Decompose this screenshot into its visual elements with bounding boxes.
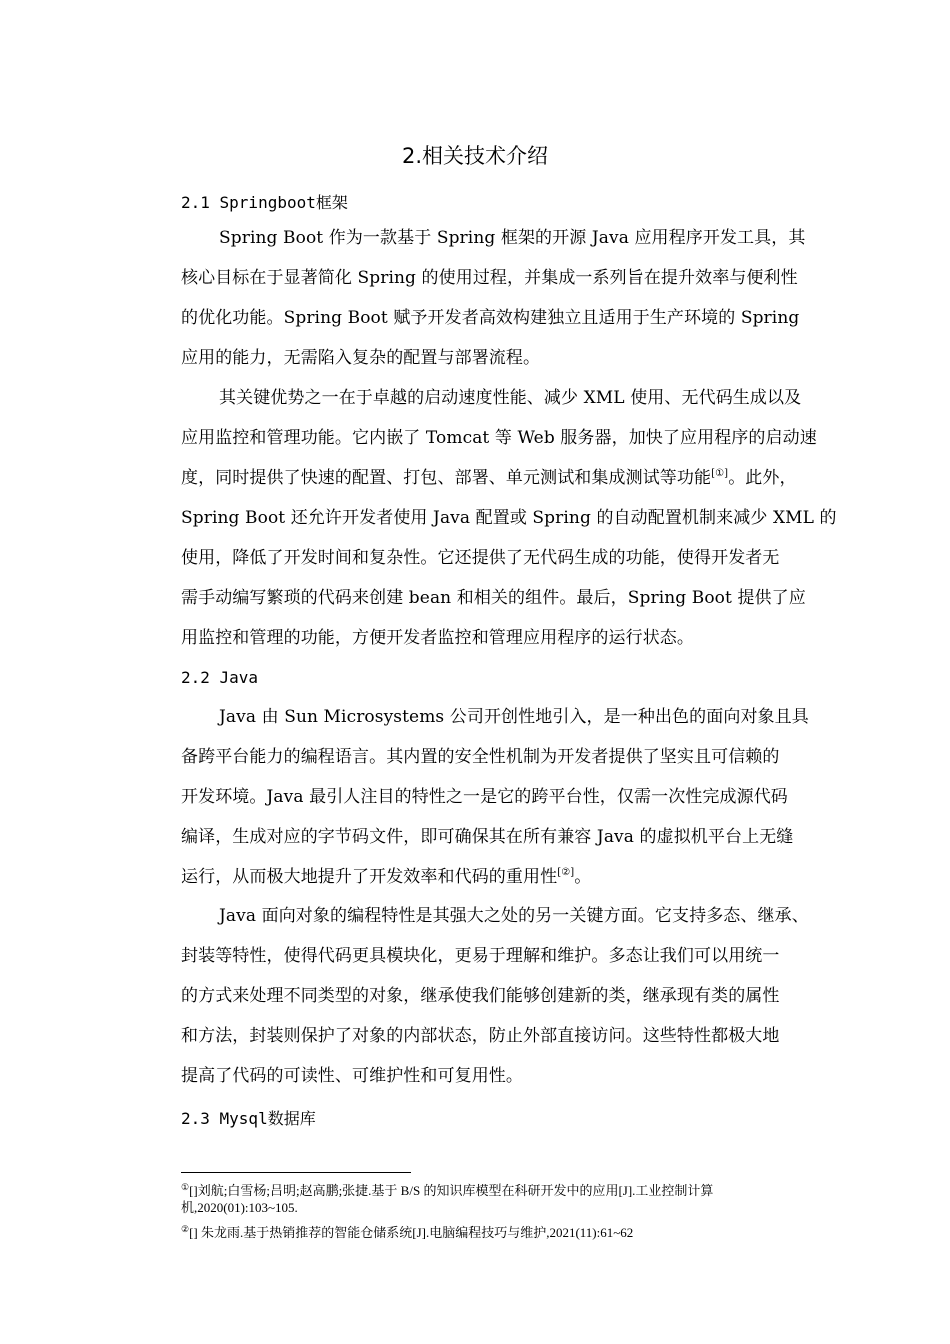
text-line: 其关键优势之一在于卓越的启动速度性能、减少 XML 使用、无代码生成以及	[219, 388, 802, 408]
paragraph-java-oop	[181, 896, 861, 1096]
footnote-2	[181, 1224, 801, 1241]
text-line: Spring Boot 作为一款基于 Spring 框架的开源 Java 应用程序开发工具，其	[219, 228, 806, 248]
footnote-mark-2: ②	[181, 1224, 190, 1234]
text-segment: 运行，从而极大地提升了开发效率和代码的重用性	[181, 867, 558, 887]
footnote-mark-1: ①	[181, 1182, 190, 1192]
text-line: 的优化功能。Spring Boot 赋予开发者高效构建独立且适用于生产环境的 Spring	[181, 308, 800, 328]
text-line: 应用监控和管理功能。它内嵌了 Tomcat 等 Web 服务器，加快了应用程序的启动速	[181, 428, 817, 448]
text-line: 备跨平台能力的编程语言。其内置的安全性机制为开发者提供了坚实且可信赖的	[181, 747, 780, 767]
footnote-divider	[181, 1172, 411, 1173]
text-line: 用监控和管理的功能，方便开发者监控和管理应用程序的运行状态。	[181, 628, 694, 648]
text-line: 应用的能力，无需陷入复杂的配置与部署流程。	[181, 348, 541, 368]
text-line: 封装等特性，使得代码更具模块化，更易于理解和维护。多态让我们可以用统一	[181, 946, 780, 966]
text-line	[181, 458, 861, 498]
text-segment: 。此外，	[728, 468, 797, 488]
text-line: 需手动编写繁琐的代码来创建 bean 和相关的组件。最后，Spring Boot 提供了应	[181, 588, 806, 608]
footnote-1	[181, 1182, 801, 1216]
text-segment: 度，同时提供了快速的配置、打包、部署、单元测试和集成测试等功能	[181, 468, 712, 488]
text-line: Java 面向对象的编程特性是其强大之处的另一关键方面。它支持多态、继承、	[219, 906, 809, 926]
footnote-text: []刘航;白雪杨;吕明;赵高鹏;张捷.基于 B/S 的知识库模型在科研开发中的应用[J].工业控制计算	[189, 1183, 714, 1198]
text-line: 和方法，封装则保护了对象的内部状态，防止外部直接访问。这些特性都极大地	[181, 1026, 780, 1046]
text-line: 提高了代码的可读性、可维护性和可复用性。	[181, 1066, 523, 1086]
text-line: 编译，生成对应的字节码文件，即可确保其在所有兼容 Java 的虚拟机平台上无缝	[181, 827, 794, 847]
text-line: 使用，降低了开发时间和复杂性。它还提供了无代码生成的功能，使得开发者无	[181, 548, 780, 568]
text-line: 的方式来处理不同类型的对象，继承使我们能够创建新的类，继承现有类的属性	[181, 986, 780, 1006]
text-line: Spring Boot 还允许开发者使用 Java 配置或 Spring 的自动配置机制来减少 XML 的	[181, 508, 837, 528]
text-line: Java 由 Sun Microsystems 公司开创性地引入，是一种出色的面向对象且具	[219, 707, 809, 727]
section-heading-java: 2.2 Java	[181, 668, 259, 687]
footnote-text: [] 朱龙雨.基于热销推荐的智能仓储系统[J].电脑编程技巧与维护,2021(11):61~62	[189, 1225, 634, 1240]
footnote-text: 机,2020(01):103~105.	[181, 1200, 298, 1215]
section-heading-springboot: 2.1 Springboot框架	[181, 193, 348, 212]
chapter-title: 2.相关技术介绍	[401, 144, 549, 168]
section-heading-mysql: 2.3 Mysql数据库	[181, 1109, 316, 1128]
paragraph-java-intro	[181, 697, 861, 897]
reference-mark-2[interactable]: [②]	[557, 867, 575, 878]
text-line	[181, 1183, 713, 1198]
reference-mark-1[interactable]: [①]	[711, 468, 729, 479]
text-segment: 。	[574, 867, 592, 887]
text-line: 开发环境。Java 最引人注目的特性之一是它的跨平台性，仅需一次性完成源代码	[181, 787, 788, 807]
text-line: 核心目标在于显著简化 Spring 的使用过程，并集成一系列旨在提升效率与便利性	[181, 268, 798, 288]
paragraph-springboot-intro	[181, 218, 861, 378]
paragraph-springboot-advantages	[181, 378, 861, 658]
text-line	[181, 857, 861, 897]
